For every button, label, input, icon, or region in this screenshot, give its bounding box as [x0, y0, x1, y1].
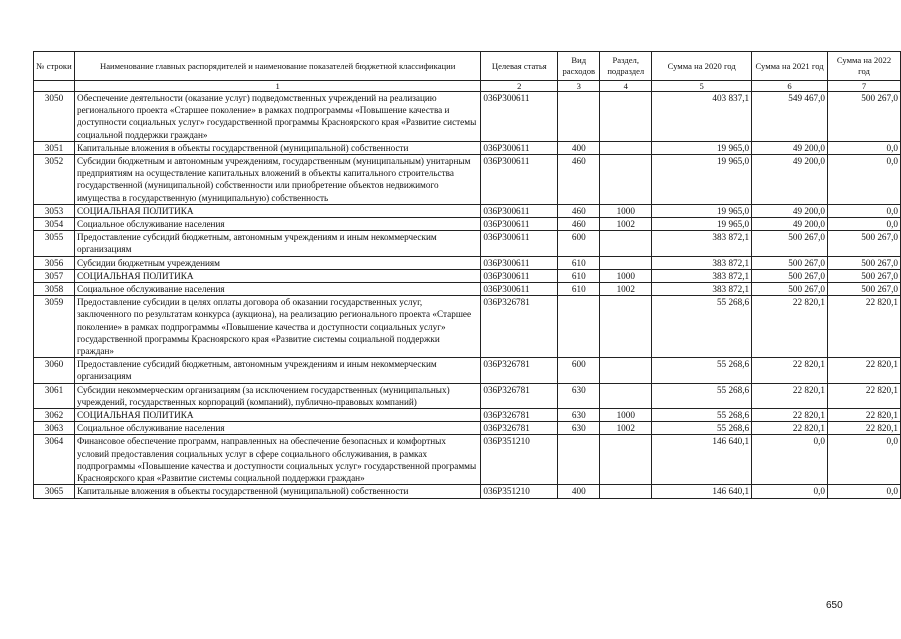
budget-table: [33, 51, 901, 499]
target-code: 036P300611: [481, 283, 558, 296]
sum-2020: 403 837,1: [652, 92, 752, 142]
header-sum-2020: Сумма на 2020 год: [652, 52, 752, 81]
column-number: 3: [558, 81, 600, 92]
header-row: [34, 52, 901, 81]
section-code: 1002: [600, 283, 652, 296]
section-code: [600, 485, 652, 498]
header-target: Целевая статья: [481, 52, 558, 81]
sum-2020: 19 965,0: [652, 218, 752, 231]
header-vid: Вид расходов: [558, 52, 600, 81]
table-row: [34, 435, 901, 485]
sum-2020: 383 872,1: [652, 269, 752, 282]
header-sum-2022: Сумма на 2022 год: [828, 52, 901, 81]
sum-2022: 0,0: [828, 155, 901, 205]
row-number: 3060: [34, 358, 75, 383]
sum-2020: 383 872,1: [652, 231, 752, 256]
sum-2022: 500 267,0: [828, 256, 901, 269]
sum-2020: 19 965,0: [652, 141, 752, 154]
section-code: [600, 435, 652, 485]
table-row: [34, 383, 901, 408]
row-name: Субсидии бюджетным и автономным учреждениям, государственным (муниципальным) унитарным предприятиям на осуществление капитальных вложений в объекты капитального строительства государственной (муниципальной) собственности или приобретение объектов недвижимого имущества в государственную (муниципальную) собственность: [74, 155, 480, 205]
target-code: 036P300611: [481, 155, 558, 205]
sum-2021: 0,0: [752, 485, 828, 498]
expense-type: [558, 92, 600, 142]
table-row: [34, 269, 901, 282]
header-name: Наименование главных распорядителей и наименование показателей бюджетной классификации: [74, 52, 480, 81]
row-number: 3058: [34, 283, 75, 296]
expense-type: 630: [558, 422, 600, 435]
row-number: 3062: [34, 409, 75, 422]
expense-type: 460: [558, 155, 600, 205]
sum-2022: 500 267,0: [828, 231, 901, 256]
row-name: Субсидии некоммерческим организациям (за исключением государственных (муниципальных) учреждений, государственных корпораций (компаний), публично-правовых компаний): [74, 383, 480, 408]
sum-2022: 500 267,0: [828, 283, 901, 296]
expense-type: 610: [558, 256, 600, 269]
expense-type: 400: [558, 485, 600, 498]
column-number: [34, 81, 75, 92]
section-code: 1000: [600, 204, 652, 217]
table-row: [34, 409, 901, 422]
row-number: 3065: [34, 485, 75, 498]
sum-2021: 500 267,0: [752, 256, 828, 269]
target-code: 036P300611: [481, 269, 558, 282]
table-row: [34, 485, 901, 498]
target-code: 036P300611: [481, 218, 558, 231]
table-row: [34, 204, 901, 217]
expense-type: 460: [558, 218, 600, 231]
sum-2020: 383 872,1: [652, 283, 752, 296]
expense-type: 600: [558, 231, 600, 256]
row-number: 3063: [34, 422, 75, 435]
sum-2021: 22 820,1: [752, 296, 828, 358]
sum-2021: 49 200,0: [752, 204, 828, 217]
page-number: 650: [826, 600, 843, 611]
target-code: 036P351210: [481, 435, 558, 485]
table-row: [34, 256, 901, 269]
sum-2021: 22 820,1: [752, 409, 828, 422]
table-row: [34, 283, 901, 296]
expense-type: 610: [558, 269, 600, 282]
sum-2021: 49 200,0: [752, 155, 828, 205]
sum-2022: 0,0: [828, 204, 901, 217]
target-code: 036P326781: [481, 409, 558, 422]
section-code: [600, 231, 652, 256]
sum-2022: 22 820,1: [828, 358, 901, 383]
row-number: 3059: [34, 296, 75, 358]
row-number: 3050: [34, 92, 75, 142]
sum-2022: 0,0: [828, 435, 901, 485]
row-number: 3056: [34, 256, 75, 269]
expense-type: 460: [558, 204, 600, 217]
target-code: 036P300611: [481, 141, 558, 154]
sum-2021: 22 820,1: [752, 383, 828, 408]
row-number: 3055: [34, 231, 75, 256]
section-code: [600, 256, 652, 269]
header-row-no: № строки: [34, 52, 75, 81]
sum-2021: 0,0: [752, 435, 828, 485]
table-row: [34, 296, 901, 358]
row-name: Капитальные вложения в объекты государственной (муниципальной) собственности: [74, 485, 480, 498]
sum-2022: 22 820,1: [828, 422, 901, 435]
sum-2022: 500 267,0: [828, 269, 901, 282]
sum-2021: 49 200,0: [752, 218, 828, 231]
sum-2020: 146 640,1: [652, 435, 752, 485]
sum-2020: 55 268,6: [652, 409, 752, 422]
row-number: 3054: [34, 218, 75, 231]
sum-2020: 19 965,0: [652, 155, 752, 205]
section-code: [600, 155, 652, 205]
sum-2021: 22 820,1: [752, 358, 828, 383]
row-number: 3057: [34, 269, 75, 282]
row-name: Социальное обслуживание населения: [74, 422, 480, 435]
expense-type: [558, 296, 600, 358]
sum-2022: 22 820,1: [828, 383, 901, 408]
sum-2020: 55 268,6: [652, 383, 752, 408]
column-number: 7: [828, 81, 901, 92]
target-code: 036P326781: [481, 383, 558, 408]
target-code: 036P300611: [481, 231, 558, 256]
sum-2020: 19 965,0: [652, 204, 752, 217]
sum-2020: 55 268,6: [652, 296, 752, 358]
sum-2020: 55 268,6: [652, 422, 752, 435]
header-sum-2021: Сумма на 2021 год: [752, 52, 828, 81]
section-code: 1000: [600, 269, 652, 282]
sum-2020: 146 640,1: [652, 485, 752, 498]
table-row: [34, 231, 901, 256]
sum-2022: 500 267,0: [828, 92, 901, 142]
target-code: 036P300611: [481, 204, 558, 217]
sum-2021: 49 200,0: [752, 141, 828, 154]
sum-2022: 22 820,1: [828, 409, 901, 422]
sum-2022: 0,0: [828, 485, 901, 498]
row-number: 3064: [34, 435, 75, 485]
table-row: [34, 218, 901, 231]
table-row: [34, 141, 901, 154]
expense-type: [558, 435, 600, 485]
header-razdel: Раздел, подраздел: [600, 52, 652, 81]
row-name: Капитальные вложения в объекты государственной (муниципальной) собственности: [74, 141, 480, 154]
row-number: 3052: [34, 155, 75, 205]
target-code: 036P326781: [481, 296, 558, 358]
sum-2021: 500 267,0: [752, 269, 828, 282]
sum-2022: 0,0: [828, 218, 901, 231]
column-number-row: [34, 81, 901, 92]
expense-type: 400: [558, 141, 600, 154]
column-number: 5: [652, 81, 752, 92]
table-row: [34, 92, 901, 142]
section-code: 1002: [600, 422, 652, 435]
target-code: 036P300611: [481, 92, 558, 142]
expense-type: 600: [558, 358, 600, 383]
section-code: [600, 383, 652, 408]
sum-2020: 383 872,1: [652, 256, 752, 269]
section-code: [600, 92, 652, 142]
row-number: 3061: [34, 383, 75, 408]
expense-type: 630: [558, 409, 600, 422]
target-code: 036P300611: [481, 256, 558, 269]
row-name: Предоставление субсидии в целях оплаты договора об оказании государственных услуг, заключенного по результатам конкурса (аукциона), на реализацию регионального проекта «Старшее поколение» в рамках подпрограммы «Повышение качества и доступности социальных услуг» государственной программы Красноярского края «Развитие системы социальной поддержки граждан»: [74, 296, 480, 358]
sum-2022: 0,0: [828, 141, 901, 154]
sum-2020: 55 268,6: [652, 358, 752, 383]
column-number: 1: [74, 81, 480, 92]
expense-type: 630: [558, 383, 600, 408]
section-code: [600, 141, 652, 154]
table-row: [34, 155, 901, 205]
column-number: 4: [600, 81, 652, 92]
row-name: Предоставление субсидий бюджетным, автономным учреждениям и иным некоммерческим организациям: [74, 231, 480, 256]
row-number: 3053: [34, 204, 75, 217]
row-name: СОЦИАЛЬНАЯ ПОЛИТИКА: [74, 269, 480, 282]
table-row: [34, 422, 901, 435]
row-name: Социальное обслуживание населения: [74, 283, 480, 296]
section-code: 1002: [600, 218, 652, 231]
row-name: СОЦИАЛЬНАЯ ПОЛИТИКА: [74, 204, 480, 217]
row-name: Финансовое обеспечение программ, направленных на обеспечение безопасных и комфортных условий предоставления социальных услуг в сфере социального обслуживания, в рамках подпрограммы «Повышение качества и доступности социальных услуг» государственной программы Красноярского края «Развитие системы социальной поддержки граждан»: [74, 435, 480, 485]
row-name: Социальное обслуживание населения: [74, 218, 480, 231]
sum-2021: 500 267,0: [752, 283, 828, 296]
sum-2021: 500 267,0: [752, 231, 828, 256]
table-row: [34, 358, 901, 383]
column-number: 2: [481, 81, 558, 92]
section-code: [600, 296, 652, 358]
section-code: 1000: [600, 409, 652, 422]
row-name: Предоставление субсидий бюджетным, автономным учреждениям и иным некоммерческим организациям: [74, 358, 480, 383]
section-code: [600, 358, 652, 383]
sum-2021: 549 467,0: [752, 92, 828, 142]
row-name: Обеспечение деятельности (оказание услуг) подведомственных учреждений на реализацию регионального проекта «Старшее поколение» в рамках подпрограммы «Повышение качества и доступности социальных услуг» государственной программы Красноярского края «Развитие системы социальной поддержки граждан»: [74, 92, 480, 142]
expense-type: 610: [558, 283, 600, 296]
column-number: 6: [752, 81, 828, 92]
target-code: 036P351210: [481, 485, 558, 498]
target-code: 036P326781: [481, 358, 558, 383]
sum-2021: 22 820,1: [752, 422, 828, 435]
row-name: СОЦИАЛЬНАЯ ПОЛИТИКА: [74, 409, 480, 422]
row-number: 3051: [34, 141, 75, 154]
target-code: 036P326781: [481, 422, 558, 435]
row-name: Субсидии бюджетным учреждениям: [74, 256, 480, 269]
sum-2022: 22 820,1: [828, 296, 901, 358]
